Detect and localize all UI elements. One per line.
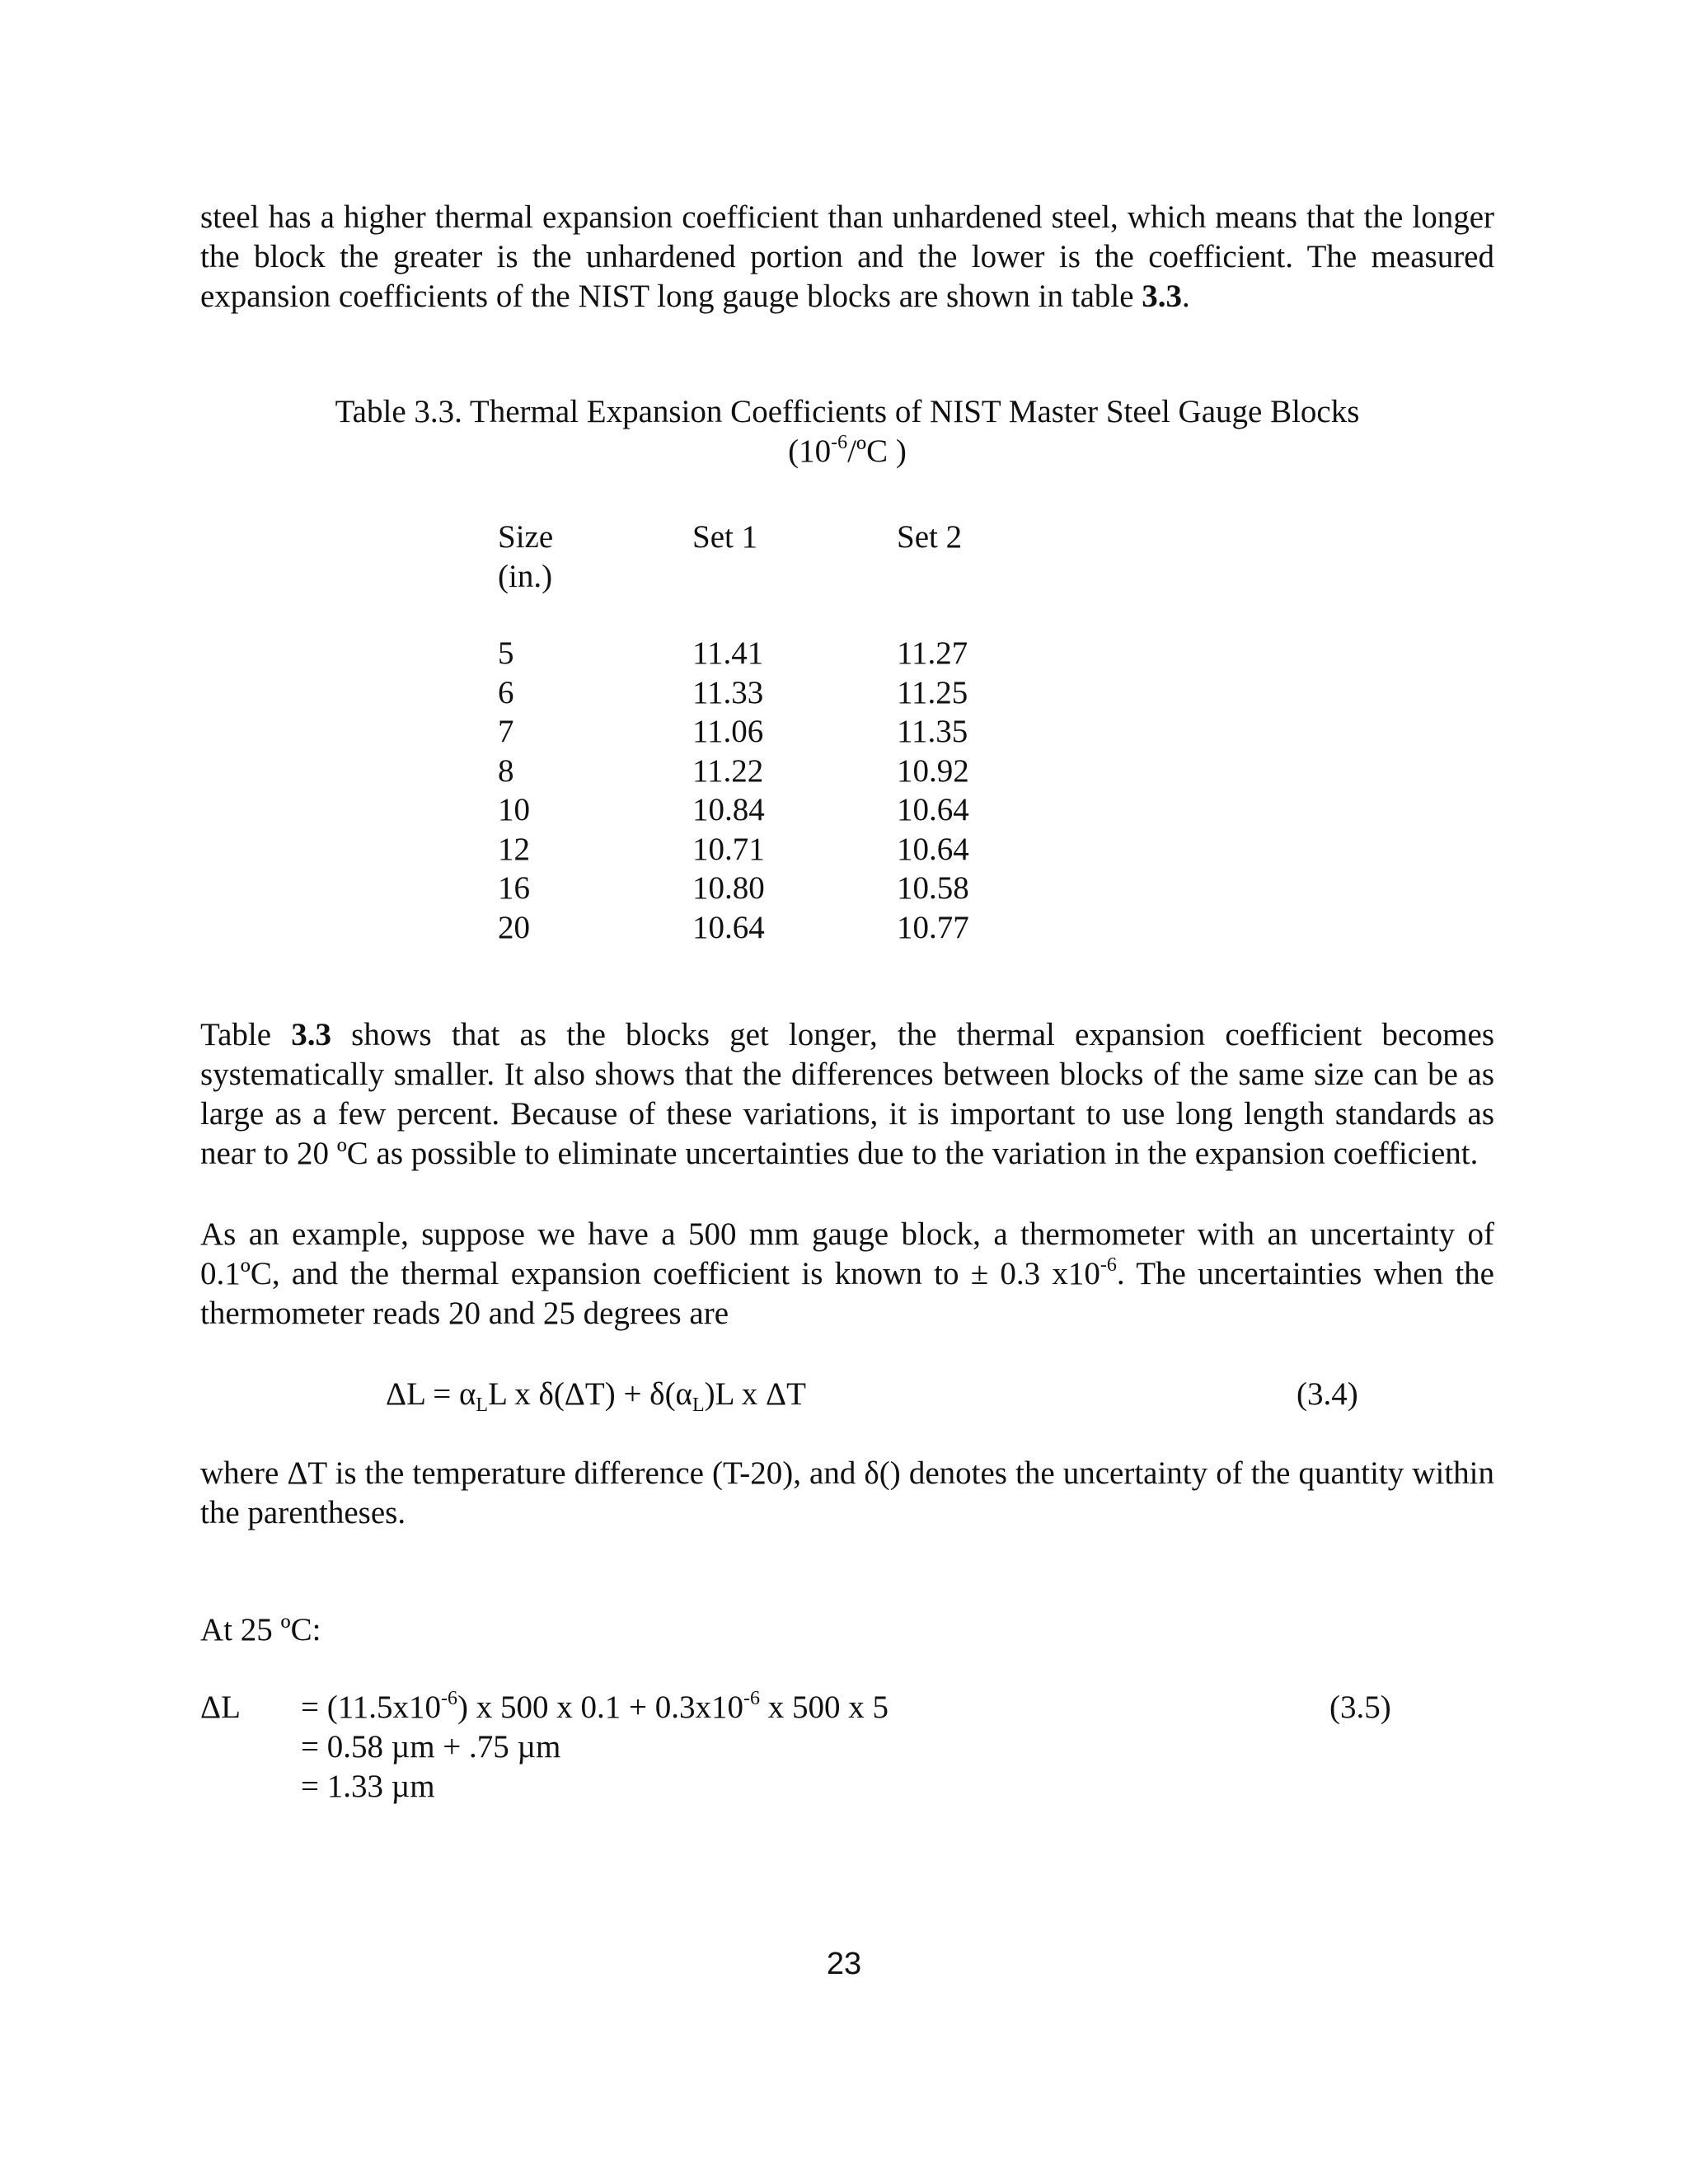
size-column [498, 518, 553, 947]
table-units: ($10^{-6}/ºC$ ) [788, 432, 907, 469]
cell-size: 5 [498, 635, 514, 671]
cell-set2: 10.64 [897, 792, 969, 827]
cell-size: 6 [498, 674, 514, 710]
header-set2: Set 2 [897, 519, 963, 555]
cell-size: 16 [498, 870, 530, 906]
cell-size: 10 [498, 792, 530, 827]
equation-3-5-line3: = 1.33 µm [301, 1769, 435, 1804]
cell-size: 7 [498, 714, 514, 749]
cell-set1: 11.06 [692, 714, 764, 749]
cell-set2: 11.35 [897, 714, 968, 749]
header-size: Size [498, 519, 554, 555]
case-heading: At 25 ºC: [200, 1612, 321, 1647]
cell-size: 8 [498, 752, 514, 789]
intro-paragraph: steel has a higher thermal expansion coefficient than unhardened steel, which means that the longer the block the greater is the unhardened portion and the lower is the coefficient. The measured expansion coefficients of the NIST long gauge blocks are shown in table 3.3. [200, 199, 1494, 314]
equation-3-5-lhs: ΔL [200, 1690, 241, 1725]
equation-3-5-line2: = 0.58 µm + .75 µm [301, 1729, 561, 1765]
set2-column [897, 518, 969, 947]
table-caption: Table 3.3. Thermal Expansion Coefficients of NIST Master Steel Gauge Blocks ($10^{-6}/ºC$ ) [200, 392, 1494, 471]
header-set1: Set 1 [692, 519, 758, 555]
table-reference: 3.3 [291, 1017, 331, 1052]
cell-set1: 10.71 [692, 831, 765, 867]
cell-size: 12 [498, 831, 530, 867]
example-paragraph: As an example, suppose we have a 500 mm gauge block, a thermometer with an uncertainty of 0.1ºC, and the thermal expansion coefficient is known to ± 0.3 $x10^{-6}$. The uncertainties when the thermometer reads 20 and 25 degrees are [200, 1216, 1494, 1331]
cell-set1: 10.64 [692, 909, 765, 945]
equation-number-3-5: (3.5) [1329, 1690, 1391, 1725]
cell-set2: 11.27 [897, 635, 968, 671]
cell-set2: 10.92 [897, 752, 969, 789]
header-size-unit: (in.) [498, 558, 553, 594]
cell-set2: 10.77 [897, 909, 969, 945]
cell-size: 20 [498, 909, 530, 945]
cell-set1: 11.33 [692, 674, 764, 710]
equation-3-5-line1: = $(11.5x10^{-6})$ x 500 x $0.1 + 0.3x10^{-6}$ x 500 x 5 [301, 1688, 889, 1725]
cell-set2: 10.58 [897, 870, 969, 906]
cell-set2: 10.64 [897, 831, 969, 867]
cell-set1: 11.41 [692, 635, 764, 671]
table-reference: 3.3 [1142, 279, 1183, 314]
cell-set1: 10.84 [692, 792, 765, 827]
equation-3-4: $\Delta L = \alpha_LL$ x $\delta(\Delta T) + \delta(\alpha_L)L$ x ΔT [386, 1376, 806, 1416]
equation-number-3-4: (3.4) [1296, 1376, 1358, 1412]
page-number: 23 [826, 1947, 862, 1981]
definition-paragraph: where ΔT is the temperature difference (T-20), and δ() denotes the uncertainty of the quantity within the parentheses. [200, 1455, 1494, 1530]
cell-set2: 11.25 [897, 674, 968, 710]
cell-set1: 11.22 [692, 752, 764, 789]
cell-set1: 10.80 [692, 870, 765, 906]
set1-column [692, 518, 765, 947]
analysis-paragraph: Table 3.3 shows that as the blocks get longer, the thermal expansion coefficient becomes systematically smaller. It also shows that the differences between blocks of the same size can be as large as a few percent. Because of these variations, it is important to use long length standards as near to 20 ºC as possible to eliminate uncertainties due to the variation in the expansion coefficient. [200, 1017, 1494, 1171]
